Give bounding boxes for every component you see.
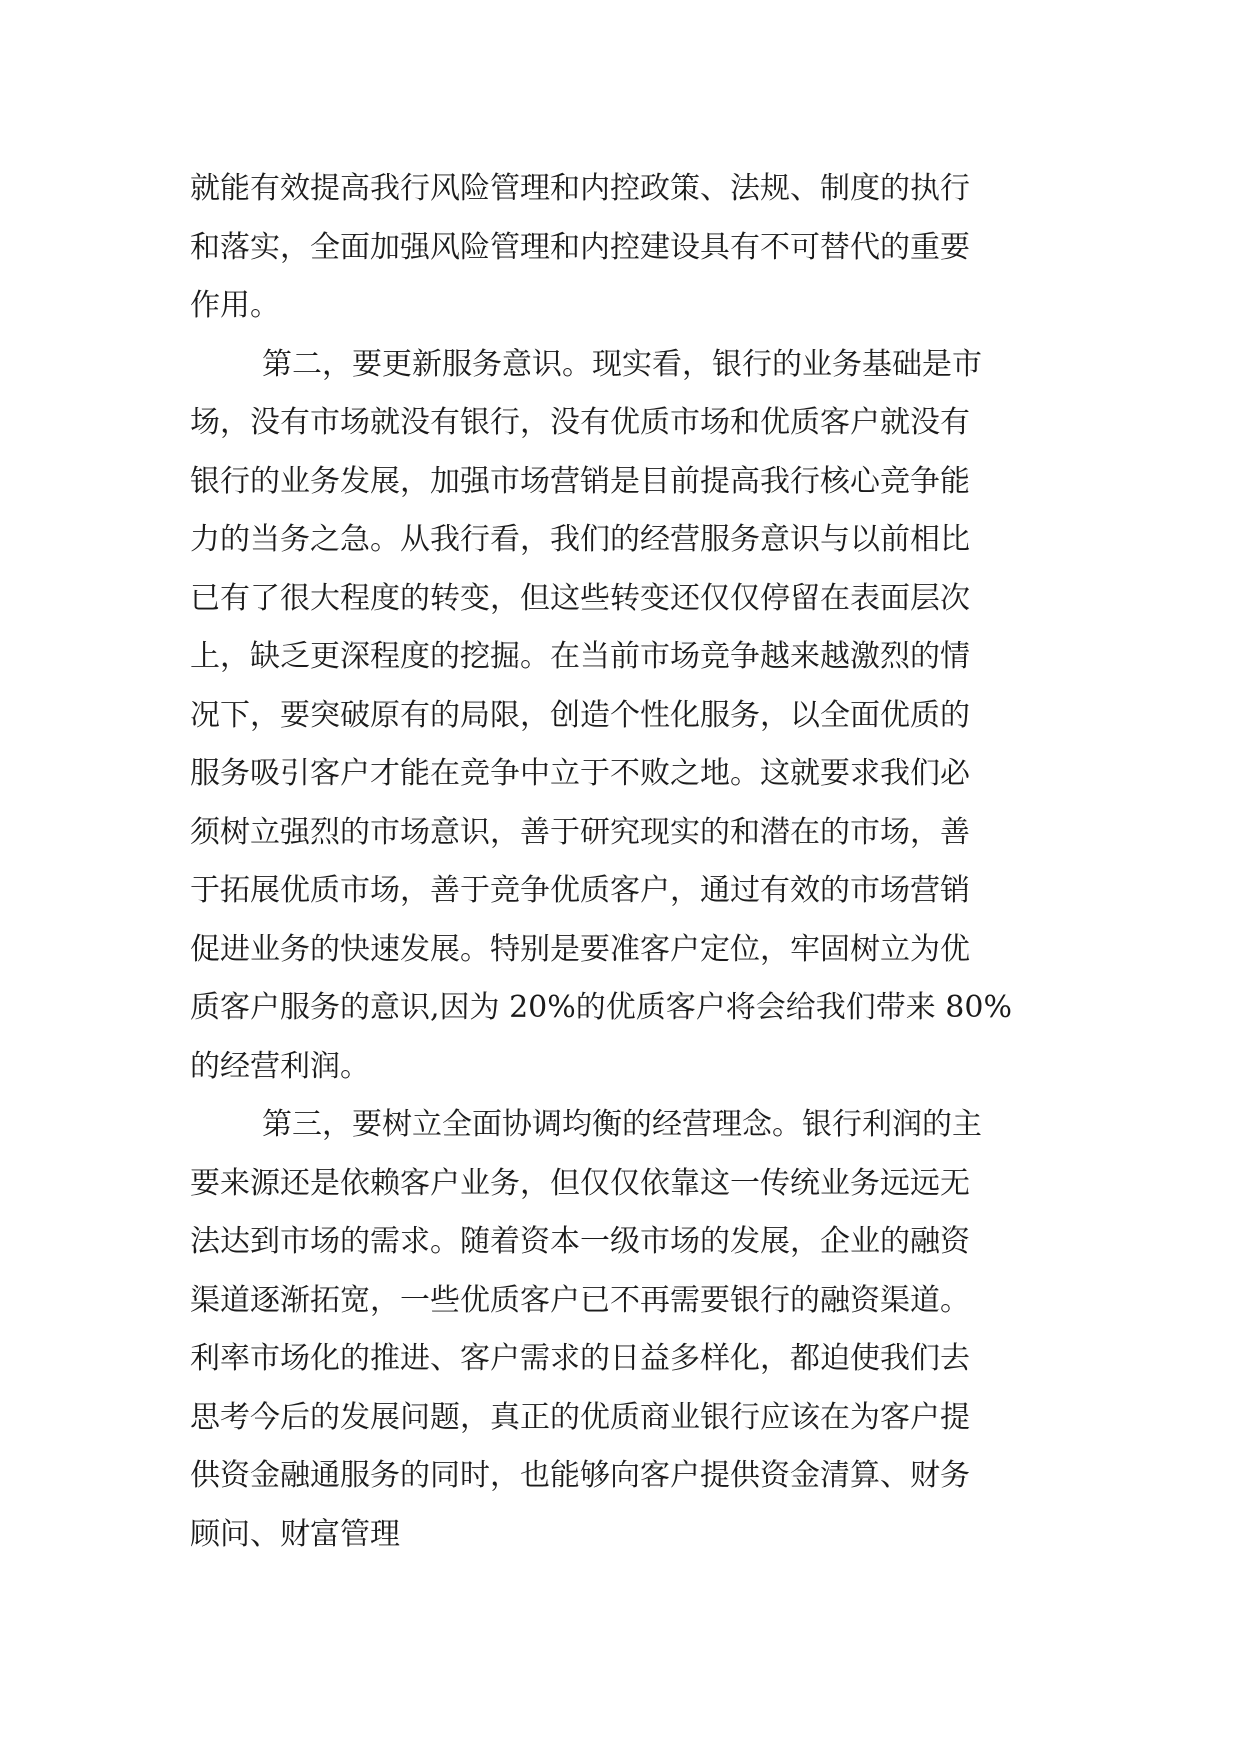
paragraph-2-line-10: 于拓展优质市场，善于竞争优质客户，通过有效的市场营销 [190,873,970,908]
paragraph-2-line-6: 上，缺乏更深程度的挖掘。在当前市场竞争越来越激烈的情 [190,639,970,674]
paragraph-3-line-6: 思考今后的发展问题，真正的优质商业银行应该在为客户提 [190,1399,970,1435]
paragraph-3-line-5: 利率市场化的推进、客户需求的日益多样化，都迫使我们去 [190,1341,970,1376]
paragraph-2-line-11: 促进业务的快速发展。特别是要准客户定位，牢固树立为优 [190,931,970,967]
paragraph-3-line-7: 供资金融通服务的同时，也能够向客户提供资金清算、财务 [190,1458,970,1493]
paragraph-3-line-2: 要来源还是依赖客户业务，但仅仅依靠这一传统业务远远无 [190,1165,970,1201]
paragraph-2-line-2: 场，没有市场就没有银行，没有优质市场和优质客户就没有 [190,405,970,440]
paragraph-2-line-7: 况下，要突破原有的局限，创造个性化服务，以全面优质的 [190,697,970,733]
paragraph-3-line-1: 第三，要树立全面协调均衡的经营理念。银行利润的主 [262,1107,982,1142]
paragraph-2-line-13: 的经营利润。 [190,1048,370,1084]
paragraph-2-line-8: 服务吸引客户才能在竞争中立于不败之地。这就要求我们必 [190,756,970,791]
paragraph-2-line-4: 力的当务之急。从我行看，我们的经营服务意识与以前相比 [190,522,970,557]
paragraph-1-line-2: 和落实，全面加强风险管理和内控建设具有不可替代的重要 [190,229,970,265]
paragraph-2-line-3: 银行的业务发展，加强市场营销是目前提高我行核心竞争能 [190,463,970,499]
paragraph-1-line-3: 作用。 [190,288,280,323]
document-body [190,160,1050,1564]
paragraph-2-line-1: 第二，要更新服务意识。现实看，银行的业务基础是市 [262,346,982,382]
paragraph-3-line-4: 渠道逐渐拓宽，一些优质客户已不再需要银行的融资渠道。 [190,1282,970,1318]
paragraph-2-line-9: 须树立强烈的市场意识，善于研究现实的和潜在的市场，善 [190,814,970,850]
paragraph-3-line-3: 法达到市场的需求。随着资本一级市场的发展，企业的融资 [190,1224,970,1259]
paragraph-3-line-8: 顾问、财富管理 [190,1516,400,1552]
paragraph-2-line-12: 质客户服务的意识,因为 20%的优质客户将会给我们带来 80% [190,990,1012,1025]
paragraph-1-line-1: 就能有效提高我行风险管理和内控政策、法规、制度的执行 [190,171,970,206]
paragraph-2-line-5: 已有了很大程度的转变，但这些转变还仅仅停留在表面层次 [190,580,970,616]
